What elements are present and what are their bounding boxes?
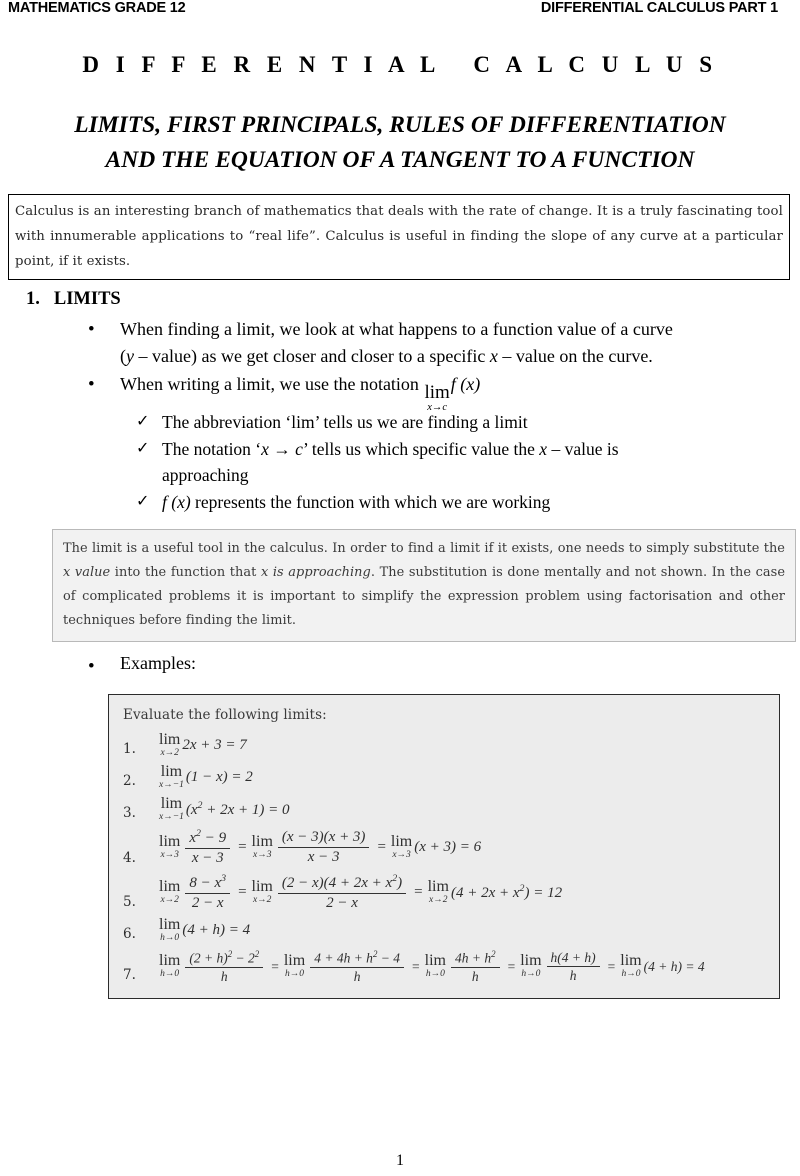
limit-operator: [391, 834, 412, 861]
fraction-2: [310, 949, 404, 985]
example-number: 4.: [123, 849, 136, 866]
limit-operator: [428, 879, 449, 906]
num-post: − 9: [200, 830, 227, 846]
examples-prompt: Evaluate the following limits:: [123, 707, 327, 723]
note-seg-2: into the function that: [110, 565, 261, 580]
note-seg-3: . The substitution is done mentally and not shown. In the case of complicated problems it is important to simplify the expression problem using factorisation and other techniques before finding the limit.: [63, 565, 786, 628]
subtitle-line-2: AND THE EQUATION OF A TANGENT TO A FUNCTION: [105, 147, 695, 173]
example-expression: [159, 764, 253, 791]
limit-subscript: x→3: [252, 850, 272, 861]
limit-subscript: x→3: [160, 850, 179, 861]
limit-lim-label: lim: [159, 952, 181, 970]
equals-sign: =: [607, 958, 616, 974]
example-tail: (4 + h) = 4: [643, 958, 705, 974]
note-seg-1: The limit is a useful tool in the calculus. In order to find a limit if it exists, one needs to simply substitute the: [63, 541, 785, 556]
bullet-line-1: When writing a limit, we use the notation: [120, 374, 419, 394]
limit-operator: [159, 879, 180, 906]
example-number: 7.: [123, 966, 136, 983]
math-x-approaches-c: x → c: [261, 439, 303, 459]
limit-subscript: h→0: [521, 969, 541, 980]
limit-lim-label: lim: [251, 877, 273, 895]
exponent: 2: [227, 949, 233, 959]
subtitle-line-1: LIMITS, FIRST PRINCIPALS, RULES OF DIFFERENTIATION: [74, 112, 726, 138]
fraction-denominator: 2 − x: [278, 893, 406, 912]
section-number: 1.: [26, 289, 40, 309]
limit-subscript: x→2: [160, 894, 179, 905]
examples-worked-box: [108, 694, 780, 999]
page-running-header: [8, 0, 790, 22]
check-text: [162, 489, 796, 515]
fraction-1: [185, 873, 230, 913]
limit-operator: [425, 953, 446, 980]
bullet-item-limit-notation: [88, 371, 788, 414]
check-text-continuation: approaching: [162, 465, 249, 485]
header-right-text: DIFFERENTIAL CALCULUS PART 1: [540, 0, 778, 16]
limit-subscript: h→0: [160, 933, 180, 943]
limit-subscript: x→−1: [159, 780, 184, 790]
math-var-x: x: [489, 346, 498, 366]
limit-subscript: x→−1: [159, 812, 184, 822]
fraction-denominator: h: [547, 966, 600, 984]
expr-post: + 2x + 1) = 0: [202, 802, 290, 818]
example-body-text: [186, 800, 290, 819]
example-tail: (x + 3) = 6: [414, 839, 482, 856]
limits-bullet-list: [88, 316, 788, 415]
fraction-numerator: [451, 949, 500, 967]
fraction-denominator: h: [310, 967, 404, 985]
fraction-numerator: [185, 949, 263, 967]
fraction-numerator: [185, 873, 230, 893]
equals-sign: =: [271, 958, 279, 974]
limit-subscript: x→2: [429, 894, 448, 905]
fraction-1: [185, 949, 263, 985]
bullet-line-2-post: – value on the curve.: [497, 346, 653, 366]
math-var-x: x: [539, 439, 548, 459]
example-number: 2.: [123, 773, 136, 789]
num-pre: x: [189, 830, 197, 846]
document-title: D I F F E R E N T I A L C A L C U L U S: [82, 52, 718, 77]
fraction-4: [547, 950, 600, 984]
bullet-item-examples: [88, 653, 196, 680]
section-title: LIMITS: [53, 289, 121, 309]
limit-lim-label: lim: [390, 833, 413, 851]
num-pre: 8 − x: [189, 874, 222, 891]
example-row-3: [123, 796, 771, 823]
fraction-numerator: [185, 828, 230, 848]
example-row-4: [123, 828, 771, 868]
example-tail: [451, 883, 562, 902]
num-pre: 4h + h: [454, 950, 492, 966]
exponent: 2: [519, 882, 525, 894]
bullet-item-finding-limit: [88, 316, 788, 370]
fraction-numerator: [278, 873, 406, 893]
note-emphasis-x-approaching: x is approaching: [260, 565, 371, 580]
fraction-3: [451, 949, 500, 985]
num-post: − 4: [377, 950, 401, 966]
limit-subscript: x→2: [252, 894, 272, 905]
limit-lim-label: lim: [424, 381, 450, 403]
section-heading-limits: [26, 289, 121, 310]
exponent: 2: [491, 949, 496, 959]
tail-pre: (4 + 2x + x: [450, 884, 520, 901]
limit-lim-label: lim: [620, 952, 642, 970]
fraction-numerator: h(4 + h): [550, 949, 596, 965]
example-expression: [159, 828, 481, 868]
math-var-y: y: [126, 346, 134, 366]
fraction-denominator: 2 − x: [185, 893, 230, 912]
limit-lim-label: lim: [159, 731, 181, 748]
bullet-dot-icon: •: [88, 319, 95, 340]
check-mark-icon: ✓: [136, 413, 150, 430]
bullet-text: [120, 316, 788, 370]
example-body-text: (4 + h) = 4: [182, 922, 251, 938]
check-text-pre: The notation ‘: [162, 439, 262, 459]
check-item-function: [136, 489, 796, 515]
limit-subscript: x→2: [160, 748, 179, 758]
example-number: 3.: [123, 805, 136, 821]
limit-operator: [159, 796, 184, 823]
limit-subscript: x→c: [427, 401, 448, 413]
examples-label: Examples:: [120, 653, 196, 673]
limit-lim-label: lim: [160, 795, 183, 812]
note-paragraph: [63, 537, 785, 633]
tail-post: ) = 12: [524, 884, 563, 901]
limit-subscript: h→0: [285, 969, 305, 980]
bullet-line-2-mid: – value) as we get closer and closer to a specific: [134, 346, 490, 366]
example-expression: [159, 917, 250, 944]
limit-operator: [520, 953, 541, 980]
fraction-numerator: [310, 949, 404, 967]
limit-lim-label: lim: [159, 916, 181, 933]
exponent: 2: [392, 872, 398, 884]
limit-subscript: x→3: [392, 850, 411, 861]
bullet-line-2: [120, 343, 788, 370]
check-mark-icon: ✓: [136, 493, 150, 510]
limit-lim-label: lim: [520, 952, 542, 970]
equals-sign: =: [414, 883, 423, 900]
equals-sign: =: [377, 839, 386, 856]
example-number: 5.: [123, 894, 136, 910]
document-subtitle: [0, 108, 800, 178]
expr-pre: (x: [185, 802, 198, 818]
page-number: 1: [396, 1152, 404, 1169]
num-mid: − 2: [232, 950, 255, 966]
limit-lim-label: lim: [159, 833, 181, 851]
check-mark-icon: ✓: [136, 440, 150, 457]
num-post: ): [397, 874, 403, 891]
bullet-dot-icon: •: [88, 656, 95, 677]
fraction-2: [278, 873, 406, 913]
math-function-fx: f (x): [162, 492, 191, 512]
example-expression: [159, 732, 247, 759]
fraction-1: [185, 828, 230, 868]
check-text: [162, 436, 796, 488]
num-pre: (2 + h): [189, 950, 228, 966]
check-item-abbreviation: [136, 409, 796, 435]
num-pre: 4 + 4h + h: [314, 950, 373, 966]
limit-operator: [159, 764, 184, 791]
check-text-post: represents the function with which we are working: [190, 492, 551, 512]
equals-sign: =: [238, 839, 247, 856]
check-item-notation: [136, 436, 796, 488]
limit-lim-label: lim: [251, 833, 273, 851]
header-left-text: MATHEMATICS GRADE 12: [8, 0, 186, 16]
num-pre: (2 − x)(4 + 2x + x: [281, 874, 393, 891]
equals-sign: =: [507, 958, 516, 974]
example-expression: [159, 873, 562, 913]
limit-operator: [159, 732, 180, 759]
example-number: 6.: [123, 926, 136, 942]
fraction-denominator: h: [451, 967, 500, 985]
bullet-text: [120, 371, 788, 414]
bullet-dot-icon: •: [88, 374, 95, 395]
limit-function-fx: f (x): [450, 374, 481, 394]
example-row-5: [123, 873, 771, 913]
fraction-denominator: x − 3: [278, 847, 370, 866]
exponent: 2: [196, 828, 201, 839]
fraction-denominator: h: [185, 967, 263, 985]
limit-lim-label: lim: [160, 763, 183, 780]
note-emphasis-x-value: x value: [63, 565, 111, 580]
limit-operator: [159, 917, 180, 944]
example-row-6: [123, 917, 771, 944]
limit-note-box: [52, 529, 796, 642]
bullet-line-1: When finding a limit, we look at what happens to a function value of a curve: [120, 319, 673, 339]
example-body-text: 2x + 3 = 7: [182, 737, 247, 753]
limit-operator: [620, 953, 641, 980]
exponent: 3: [221, 872, 227, 884]
exponent: 2: [372, 949, 378, 959]
equals-sign: =: [238, 883, 247, 900]
limit-lim-label: lim: [283, 952, 306, 970]
intro-paragraph: Calculus is an interesting branch of mathematics that deals with the rate of change. It is a truly fascinating tool with innumerable applications to “real life”. Calculus is useful in finding the slope of any curve at a particular point, if it exists.: [15, 204, 783, 269]
exponent: 2: [254, 949, 260, 959]
example-expression: [159, 796, 290, 823]
limit-notation-check-list: [136, 409, 796, 516]
limit-operator: [159, 953, 180, 980]
fraction-numerator: (x − 3)(x + 3): [281, 829, 366, 845]
limit-operator: [284, 953, 305, 980]
fraction-2: [278, 829, 370, 867]
example-row-1: [123, 732, 771, 759]
example-expression: [159, 949, 705, 985]
equals-sign: =: [412, 958, 420, 974]
check-text-post: – value is: [547, 439, 619, 459]
intro-framed-box: [8, 194, 790, 280]
example-number: 1.: [123, 741, 136, 757]
fraction-denominator: x − 3: [185, 848, 230, 867]
limit-subscript: h→0: [621, 969, 641, 980]
limit-operator: [252, 834, 273, 861]
example-row-7: [123, 949, 771, 985]
check-text-mid: ’ tells us which specific value the: [302, 439, 540, 459]
check-text: The abbreviation ‘lim’ tells us we are finding a limit: [162, 412, 528, 432]
limit-lim-label: lim: [159, 877, 181, 895]
limit-operator: [252, 879, 273, 906]
example-row-2: [123, 764, 771, 791]
limit-operator: [159, 834, 180, 861]
limit-subscript: h→0: [160, 969, 180, 980]
limit-lim-label: lim: [427, 877, 449, 895]
example-body-text: (1 − x) = 2: [185, 769, 253, 785]
limit-subscript: h→0: [425, 969, 445, 980]
exponent: 2: [197, 800, 203, 811]
paren-open: (: [120, 346, 126, 366]
limit-lim-label: lim: [424, 952, 446, 970]
